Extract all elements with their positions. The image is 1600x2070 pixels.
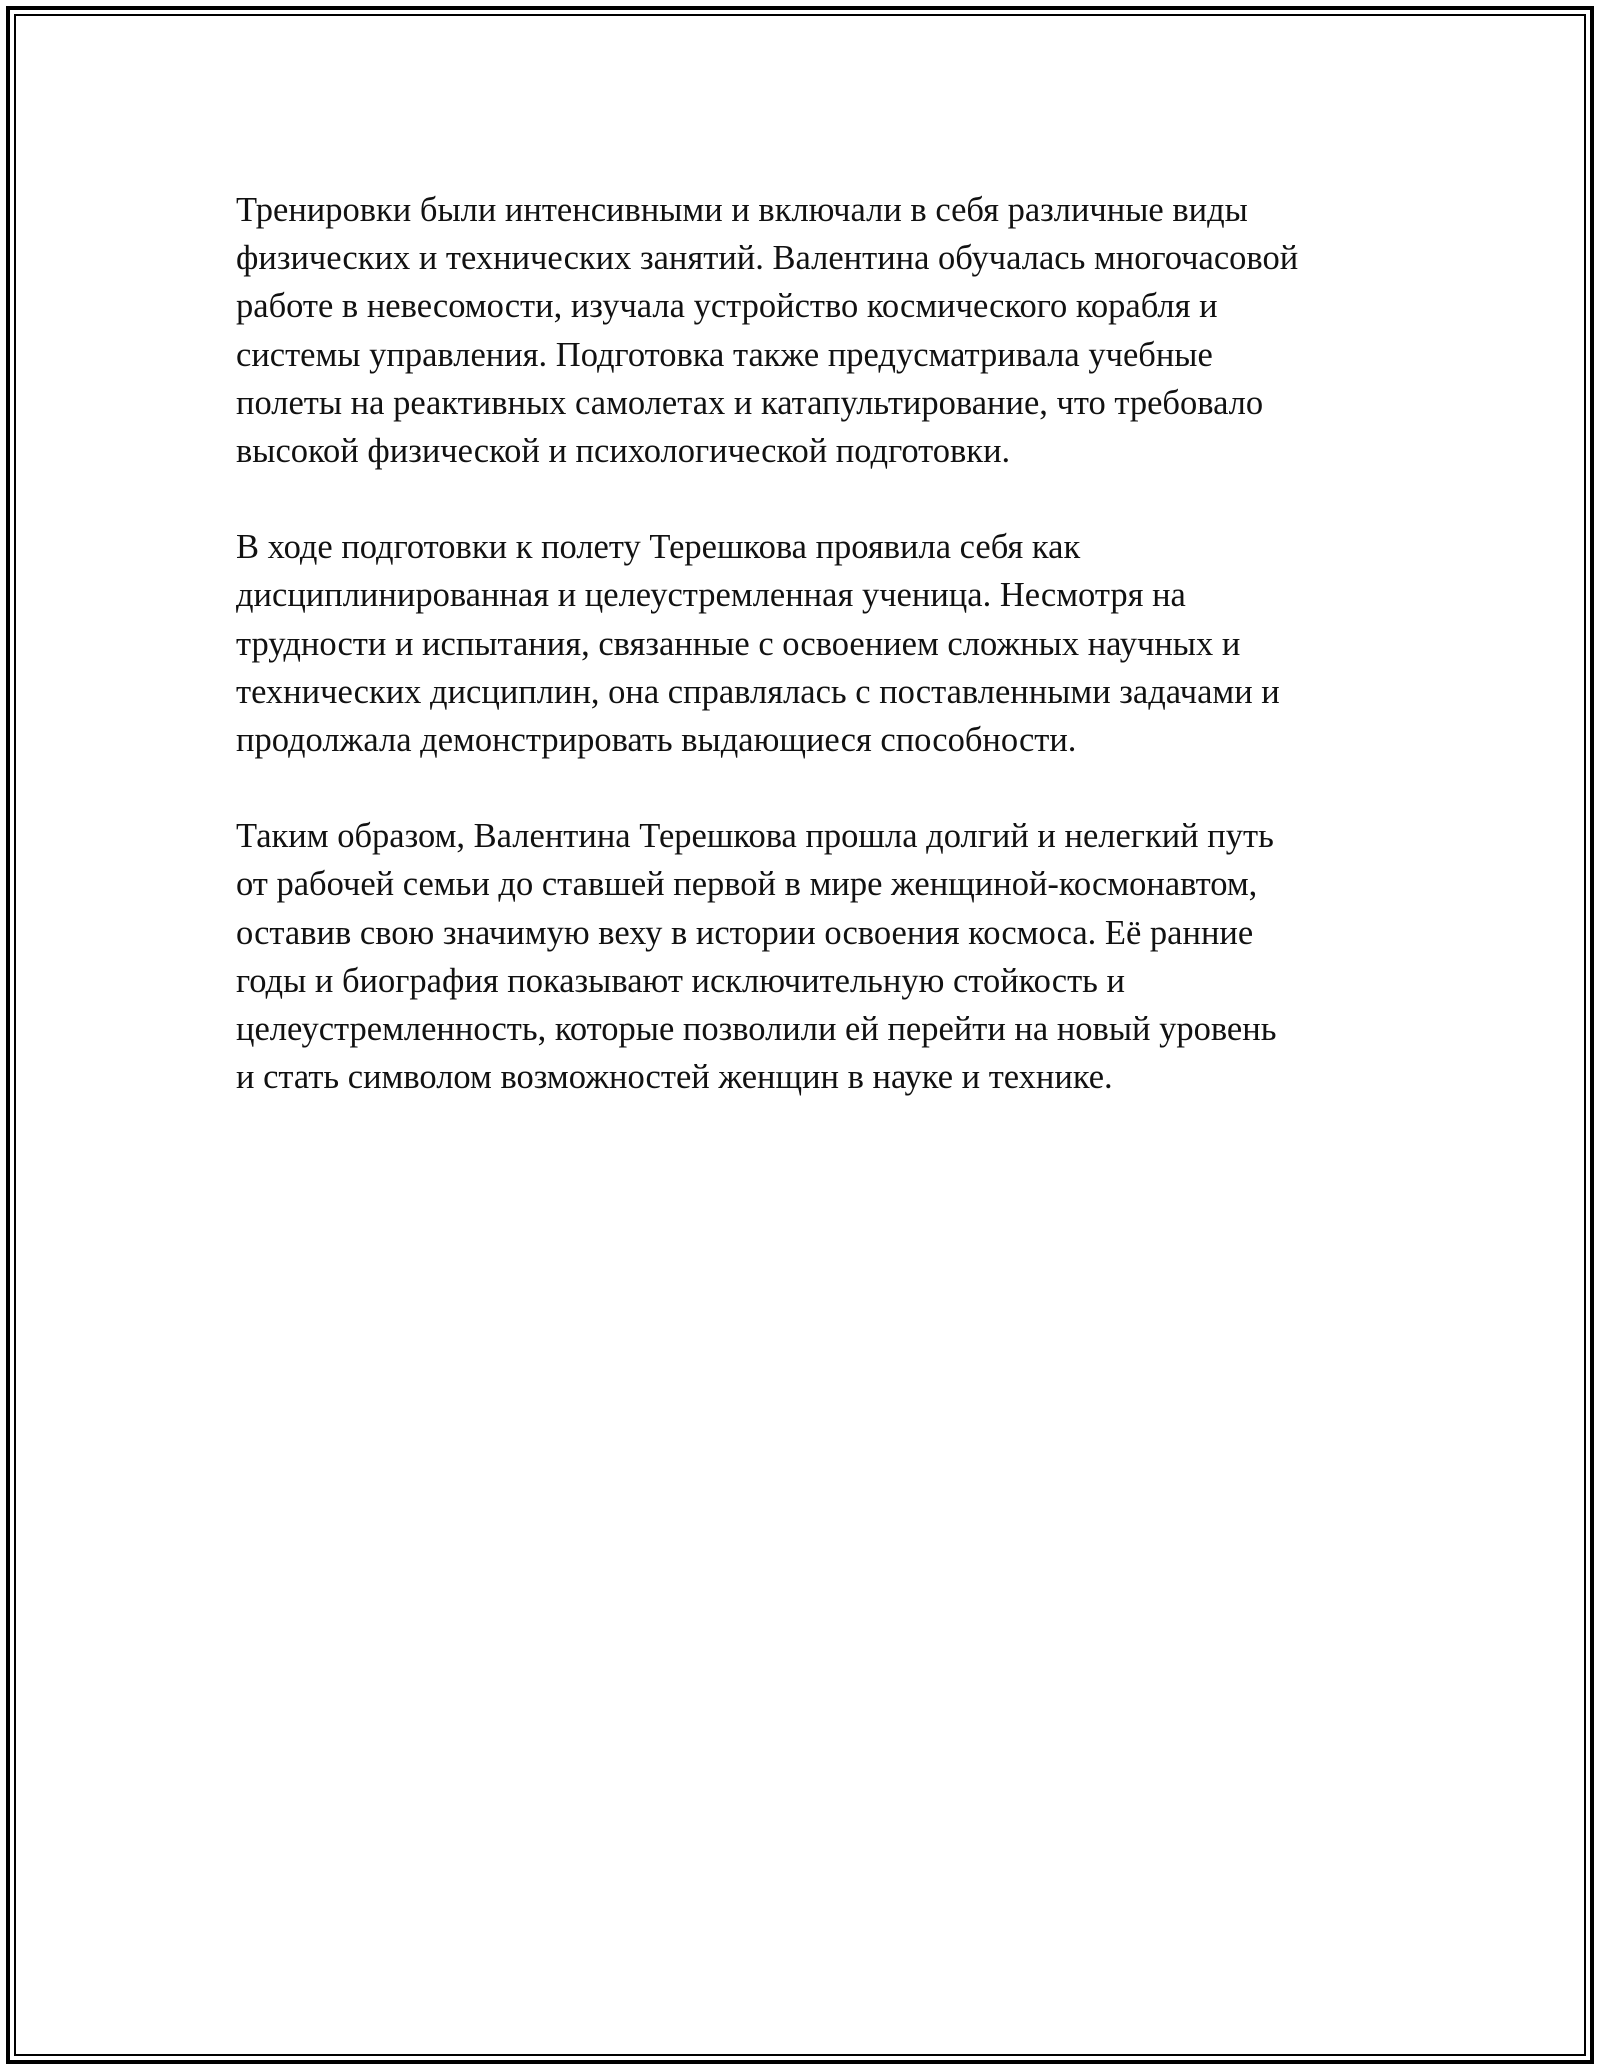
text-line: Таким образом, Валентина Терешкова прошла долгий и нелегкий путь xyxy=(236,817,1274,856)
text-line: высокой физической и психологической подготовки. xyxy=(236,432,1011,471)
text-line: трудности и испытания, связанные с освоением сложных научных и xyxy=(236,624,1241,663)
text-line: технических дисциплин, она справлялась с поставленными задачами и xyxy=(236,672,1280,711)
text-line: оставив свою значимую веху в истории освоения космоса. Её ранние xyxy=(236,913,1254,952)
text-line: дисциплинированная и целеустремленная ученица. Несмотря на xyxy=(236,576,1186,615)
text-line: продолжала демонстрировать выдающиеся способности. xyxy=(236,721,1077,760)
text-line: годы и биография показывают исключительную стойкость и xyxy=(236,961,1125,1000)
text-line: системы управления. Подготовка также предусматривала учебные xyxy=(236,335,1213,374)
text-line: В ходе подготовки к полету Терешкова проявила себя как xyxy=(236,528,1081,567)
text-line: Тренировки были интенсивными и включали в себя различные виды xyxy=(236,191,1248,229)
text-line: от рабочей семьи до ставшей первой в мире женщиной-космонавтом, xyxy=(236,865,1258,904)
text-line: полеты на реактивных самолетах и катапультирование, что требовало xyxy=(236,383,1264,422)
text-line: целеустремленность, которые позволили ей перейти на новый уровень xyxy=(236,1010,1277,1049)
paragraph-preparation xyxy=(236,523,1386,764)
paragraph-conclusion xyxy=(236,812,1386,1101)
paragraph-training xyxy=(236,186,1386,475)
document-body xyxy=(236,186,1386,1149)
text-line: физических и технических занятий. Валентина обучалась многочасовой xyxy=(236,239,1299,278)
text-line: работе в невесомости, изучала устройство космического корабля и xyxy=(236,287,1218,326)
text-line: и стать символом возможностей женщин в науке и технике. xyxy=(236,1058,1113,1097)
